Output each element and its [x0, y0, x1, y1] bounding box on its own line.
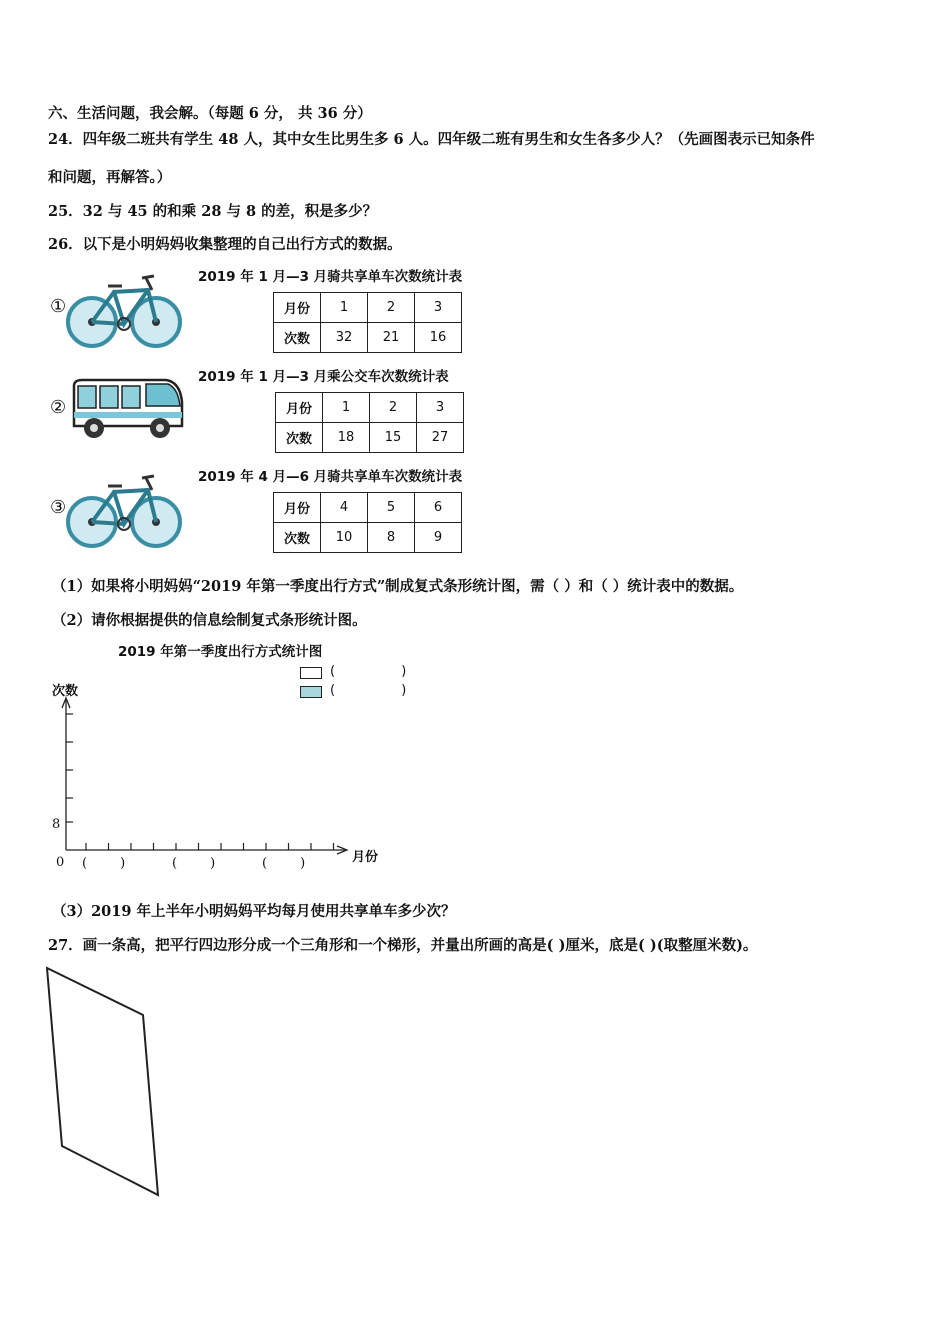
table-3-header-count: 次数	[274, 523, 321, 553]
table-1-title: 2019 年 1 月—3 月骑共享单车次数统计表	[198, 269, 463, 285]
marker-1: ①	[50, 296, 67, 317]
table-2-header-month: 月份	[276, 393, 323, 423]
table-3-title: 2019 年 4 月—6 月骑共享单车次数统计表	[198, 469, 463, 485]
table-cell: 6	[415, 493, 462, 523]
table-cell: 10	[321, 523, 368, 553]
table-cell: 16	[415, 323, 462, 353]
table-cell: 9	[415, 523, 462, 553]
table-cell: 15	[370, 423, 417, 453]
legend-label-1: ( )	[330, 664, 407, 679]
section-heading: 六、生活问题，我会解。（每题 6 分， 共 36 分）	[48, 105, 372, 122]
table-cell: 1	[323, 393, 370, 423]
y-axis-label: 次数	[52, 684, 79, 699]
marker-3: ③	[50, 497, 67, 518]
sub-question-2: （2）请你根据提供的信息绘制复式条形统计图。	[52, 612, 367, 629]
table-2-header-count: 次数	[276, 423, 323, 453]
table-cell: 2	[368, 293, 415, 323]
marker-2: ②	[50, 397, 67, 418]
table-cell: 8	[368, 523, 415, 553]
table-1-header-month: 月份	[274, 293, 321, 323]
table-cell: 3	[417, 393, 464, 423]
x-category-label: ( )	[172, 856, 216, 871]
table-cell: 2	[370, 393, 417, 423]
table-cell: 4	[321, 493, 368, 523]
table-2-title: 2019 年 1 月—3 月乘公交车次数统计表	[198, 369, 449, 385]
question-24-line2: 和问题，再解答。）	[48, 169, 172, 186]
question-25: 25．32 与 45 的和乘 28 与 8 的差，积是多少？	[48, 203, 378, 220]
parallelogram-shape	[47, 968, 158, 1195]
table-cell: 1	[321, 293, 368, 323]
sub-question-3: （3）2019 年上半年小明妈妈平均每月使用共享单车多少次？	[52, 903, 456, 920]
y-tick-label: 8	[52, 817, 61, 832]
chart-title: 2019 年第一季度出行方式统计图	[118, 644, 323, 660]
table-cell: 32	[321, 323, 368, 353]
table-cell: 21	[368, 323, 415, 353]
table-cell: 5	[368, 493, 415, 523]
question-24-line1: 24．四年级二班共有学生 48 人，其中女生比男生多 6 人。四年级二班有男生和女生各多少人？（先画图表示已知条件	[48, 131, 815, 148]
legend-label-2: ( )	[330, 683, 407, 698]
x-category-label: ( )	[262, 856, 306, 871]
question-27: 27．画一条高，把平行四边形分成一个三角形和一个梯形，并量出所画的高是( )厘米，底是( )(取整厘米数)。	[48, 937, 758, 954]
table-cell: 18	[323, 423, 370, 453]
table-cell: 3	[415, 293, 462, 323]
sub-question-1: （1）如果将小明妈妈“2019 年第一季度出行方式”制成复式条形统计图，需（ ）和（ ）统计表中的数据。	[52, 578, 744, 595]
table-cell: 27	[417, 423, 464, 453]
x-category-label: ( )	[82, 856, 126, 871]
origin-label: 0	[56, 855, 65, 870]
table-1-header-count: 次数	[274, 323, 321, 353]
x-axis-label: 月份	[352, 850, 379, 865]
table-3-header-month: 月份	[274, 493, 321, 523]
question-26-intro: 26．以下是小明妈妈收集整理的自己出行方式的数据。	[48, 236, 402, 253]
